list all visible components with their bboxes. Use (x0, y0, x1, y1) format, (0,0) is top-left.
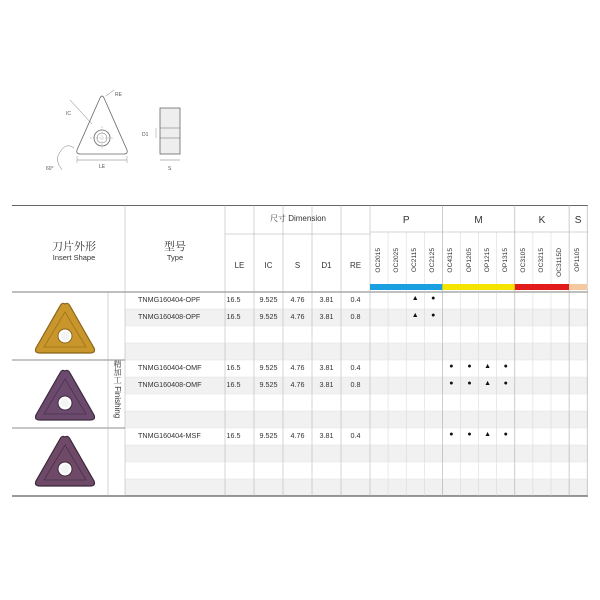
type-cell: TNMG160408-OPF (138, 312, 201, 321)
group-header-s: S (574, 215, 582, 226)
applicable-mark: ▲ (484, 363, 492, 370)
recommended-mark: ● (503, 380, 508, 387)
group-header-m: M (474, 215, 483, 226)
type-cell: TNMG160404-OPF (138, 295, 201, 304)
dim-cell-le: 16.5 (226, 312, 241, 321)
recommended-mark: ● (431, 295, 436, 302)
grade-color-strip (370, 284, 442, 290)
dim-cell-s: 4.76 (290, 312, 305, 321)
re-label: RE (115, 92, 122, 98)
grade-header: OC2125 (429, 248, 437, 273)
dim-cell-s: 4.76 (290, 431, 305, 440)
dim-header-le: LE (234, 261, 245, 270)
recommended-mark: ● (449, 380, 454, 387)
dim-header-d1: D1 (321, 261, 332, 270)
grade-color-strip (442, 284, 514, 290)
dim-cell-re: 0.4 (350, 431, 361, 440)
dim-header-s: S (294, 261, 301, 270)
application-label: 精加工 Finishing (113, 360, 122, 419)
type-cell: TNMG160404-MSF (138, 431, 201, 440)
recommended-mark: ● (449, 431, 454, 438)
dim-cell-re: 0.8 (350, 380, 361, 389)
dim-cell-d1: 3.81 (319, 295, 334, 304)
type-header-cn: 型号 (164, 241, 186, 253)
d1-label: D1 (142, 132, 149, 138)
dim-cell-s: 4.76 (290, 380, 305, 389)
grade-header: OC3215 (537, 248, 545, 273)
insert-image-msf (30, 433, 100, 491)
dim-cell-ic: 9.525 (259, 295, 278, 304)
recommended-mark: ● (503, 363, 508, 370)
row-shade (125, 445, 588, 462)
dim-cell-re: 0.8 (350, 312, 361, 321)
row-shade (125, 343, 588, 360)
dim-cell-d1: 3.81 (319, 363, 334, 372)
group-header-p: P (402, 215, 410, 226)
grade-header: OP1315 (501, 248, 509, 273)
grade-header: OC2015 (375, 248, 382, 273)
applicable-mark: ▲ (411, 312, 419, 319)
dim-cell-le: 16.5 (226, 295, 241, 304)
dim-cell-ic: 9.525 (259, 363, 278, 372)
grade-header: OP1205 (465, 248, 473, 273)
dim-cell-s: 4.76 (290, 363, 305, 372)
dimension-header: 尺寸 Dimension (269, 214, 326, 223)
dim-cell-s: 4.76 (290, 295, 305, 304)
dim-cell-re: 0.4 (350, 295, 361, 304)
dim-cell-d1: 3.81 (319, 431, 334, 440)
grade-header: OC3115D (556, 248, 563, 277)
dim-cell-ic: 9.525 (259, 431, 278, 440)
recommended-mark: ● (467, 363, 472, 370)
ic-label: IC (66, 111, 71, 117)
recommended-mark: ● (467, 380, 472, 387)
le-label: LE (99, 164, 106, 170)
grade-header: OP1105 (574, 248, 582, 272)
dim-cell-ic: 9.525 (259, 312, 278, 321)
grade-header: OC4315 (447, 248, 455, 273)
dim-cell-re: 0.4 (350, 363, 361, 372)
row-shade (125, 479, 588, 496)
dim-header-ic: IC (264, 261, 273, 270)
insert-technical-drawing (30, 90, 210, 185)
type-header-en: Type (166, 253, 184, 262)
dim-cell-d1: 3.81 (319, 380, 334, 389)
grade-color-strip (569, 284, 587, 290)
dim-header-re: RE (349, 261, 362, 270)
insert-image-opf (30, 300, 100, 358)
recommended-mark: ● (503, 431, 508, 438)
dim-cell-le: 16.5 (226, 363, 241, 372)
type-cell: TNMG160408-OMF (138, 380, 202, 389)
insert-side-view (160, 108, 180, 154)
grade-header: OC2115 (411, 248, 419, 273)
grade-header: OC3105 (519, 248, 527, 273)
insert-shape-header-en: Insert Shape (52, 253, 96, 262)
grade-header: OP1215 (483, 248, 491, 273)
applicable-mark: ▲ (411, 295, 419, 302)
dim-cell-d1: 3.81 (319, 312, 334, 321)
grade-color-strip (515, 284, 569, 290)
recommended-mark: ● (449, 363, 454, 370)
recommended-mark: ● (467, 431, 472, 438)
applicable-mark: ▲ (484, 380, 492, 387)
recommended-mark: ● (431, 312, 436, 319)
grade-header: OC2025 (393, 248, 401, 273)
insert-image-omf (30, 367, 100, 425)
insert-shape-header-cn: 刀片外形 (52, 241, 96, 253)
dim-cell-le: 16.5 (226, 380, 241, 389)
type-cell: TNMG160404-OMF (138, 363, 202, 372)
angle-label: 60° (46, 166, 54, 172)
dim-cell-ic: 9.525 (259, 380, 278, 389)
row-shade (125, 411, 588, 428)
applicable-mark: ▲ (484, 431, 492, 438)
dim-cell-le: 16.5 (226, 431, 241, 440)
group-header-k: K (538, 215, 546, 226)
s-label: S (168, 166, 172, 172)
